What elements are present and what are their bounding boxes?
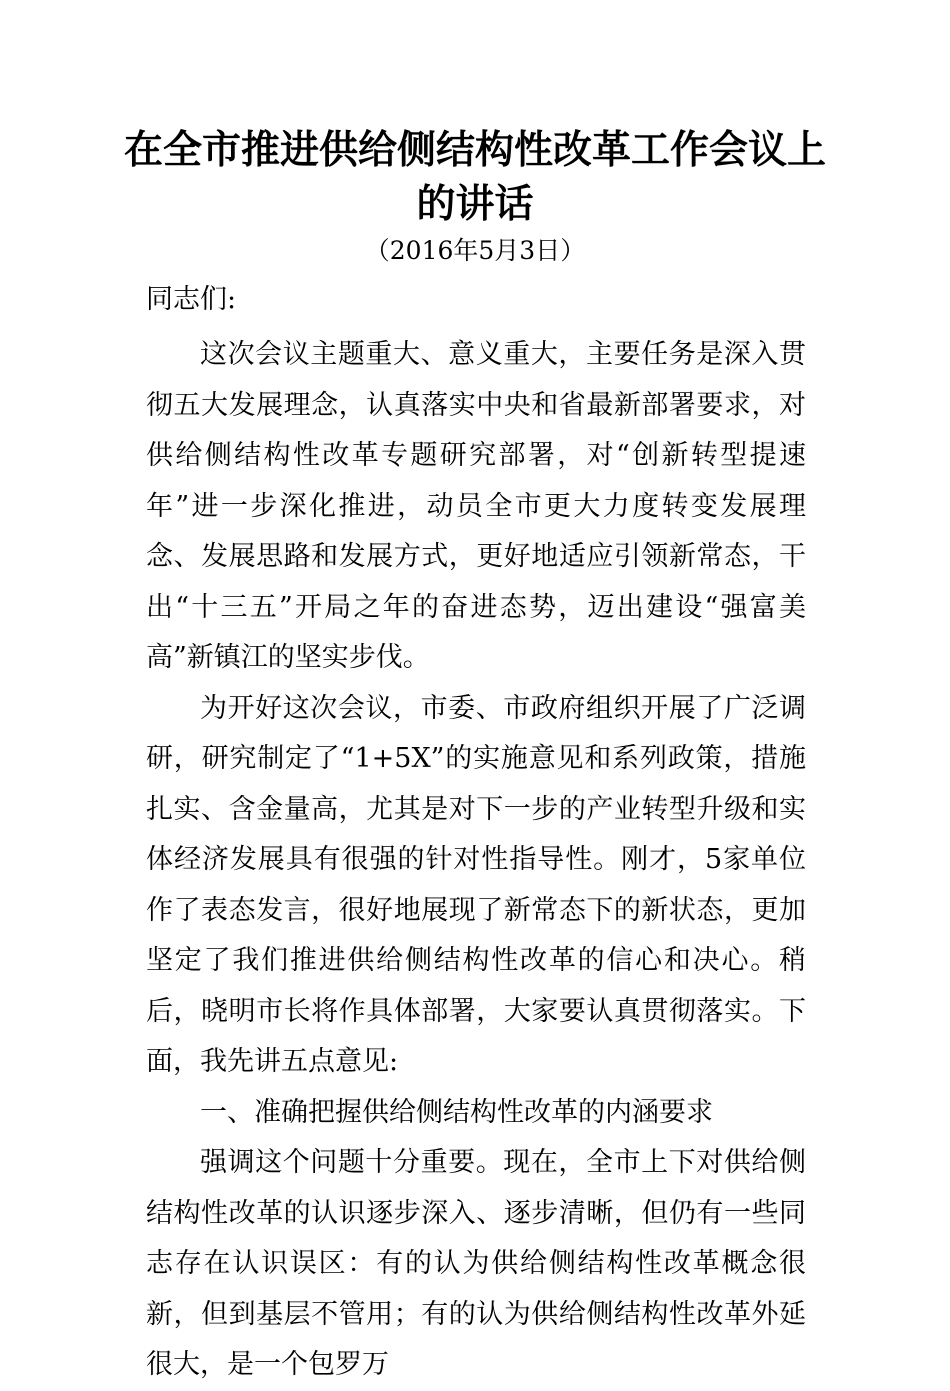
section-1-paragraph: 强调这个问题十分重要。现在，全市上下对供给侧结构性改革的认识逐步深入、逐步清晰，但仍有一些同志存在认识误区：有的认为供给侧结构性改革概念很新，但到基层不管用；有的认为供给侧结构性改革外延很大，是一个包罗万 <box>146 1147 806 1380</box>
document-title-line-2: 的讲话 <box>416 182 534 227</box>
document-body <box>146 330 806 1391</box>
speech-date: （2016年5月3日） <box>364 236 586 265</box>
salutation: 同志们: <box>146 284 237 315</box>
paragraph-2: 为开好这次会议，市委、市政府组织开展了广泛调研，研究制定了“1+5X”的实施意见和系列政策，措施扎实、含金量高，尤其是对下一步的产业转型升级和实体经济发展具有很强的针对性指导性。刚才，5家单位作了表态发言，很好地展现了新常态下的新状态，更加坚定了我们推进供给侧结构性改革的信心和决心。稍后，晓明市长将作具体部署，大家要认真贯彻落实。下面，我先讲五点意见: <box>146 692 806 1077</box>
paragraph-1: 这次会议主题重大、意义重大，主要任务是深入贯彻五大发展理念，认真落实中央和省最新部署要求，对供给侧结构性改革专题研究部署，对“创新转型提速年”进一步深化推进，动员全市更大力度转变发展理念、发展思路和发展方式，更好地适应引领新常态，干出“十三五”开局之年的奋进态势，迈出建设“强富美高”新镇江的坚实步伐。 <box>146 339 806 673</box>
document-title-line-1: 在全市推进供给侧结构性改革工作会议上 <box>123 128 826 173</box>
section-heading-1: 一、准确把握供给侧结构性改革的内涵要求 <box>200 1096 713 1128</box>
